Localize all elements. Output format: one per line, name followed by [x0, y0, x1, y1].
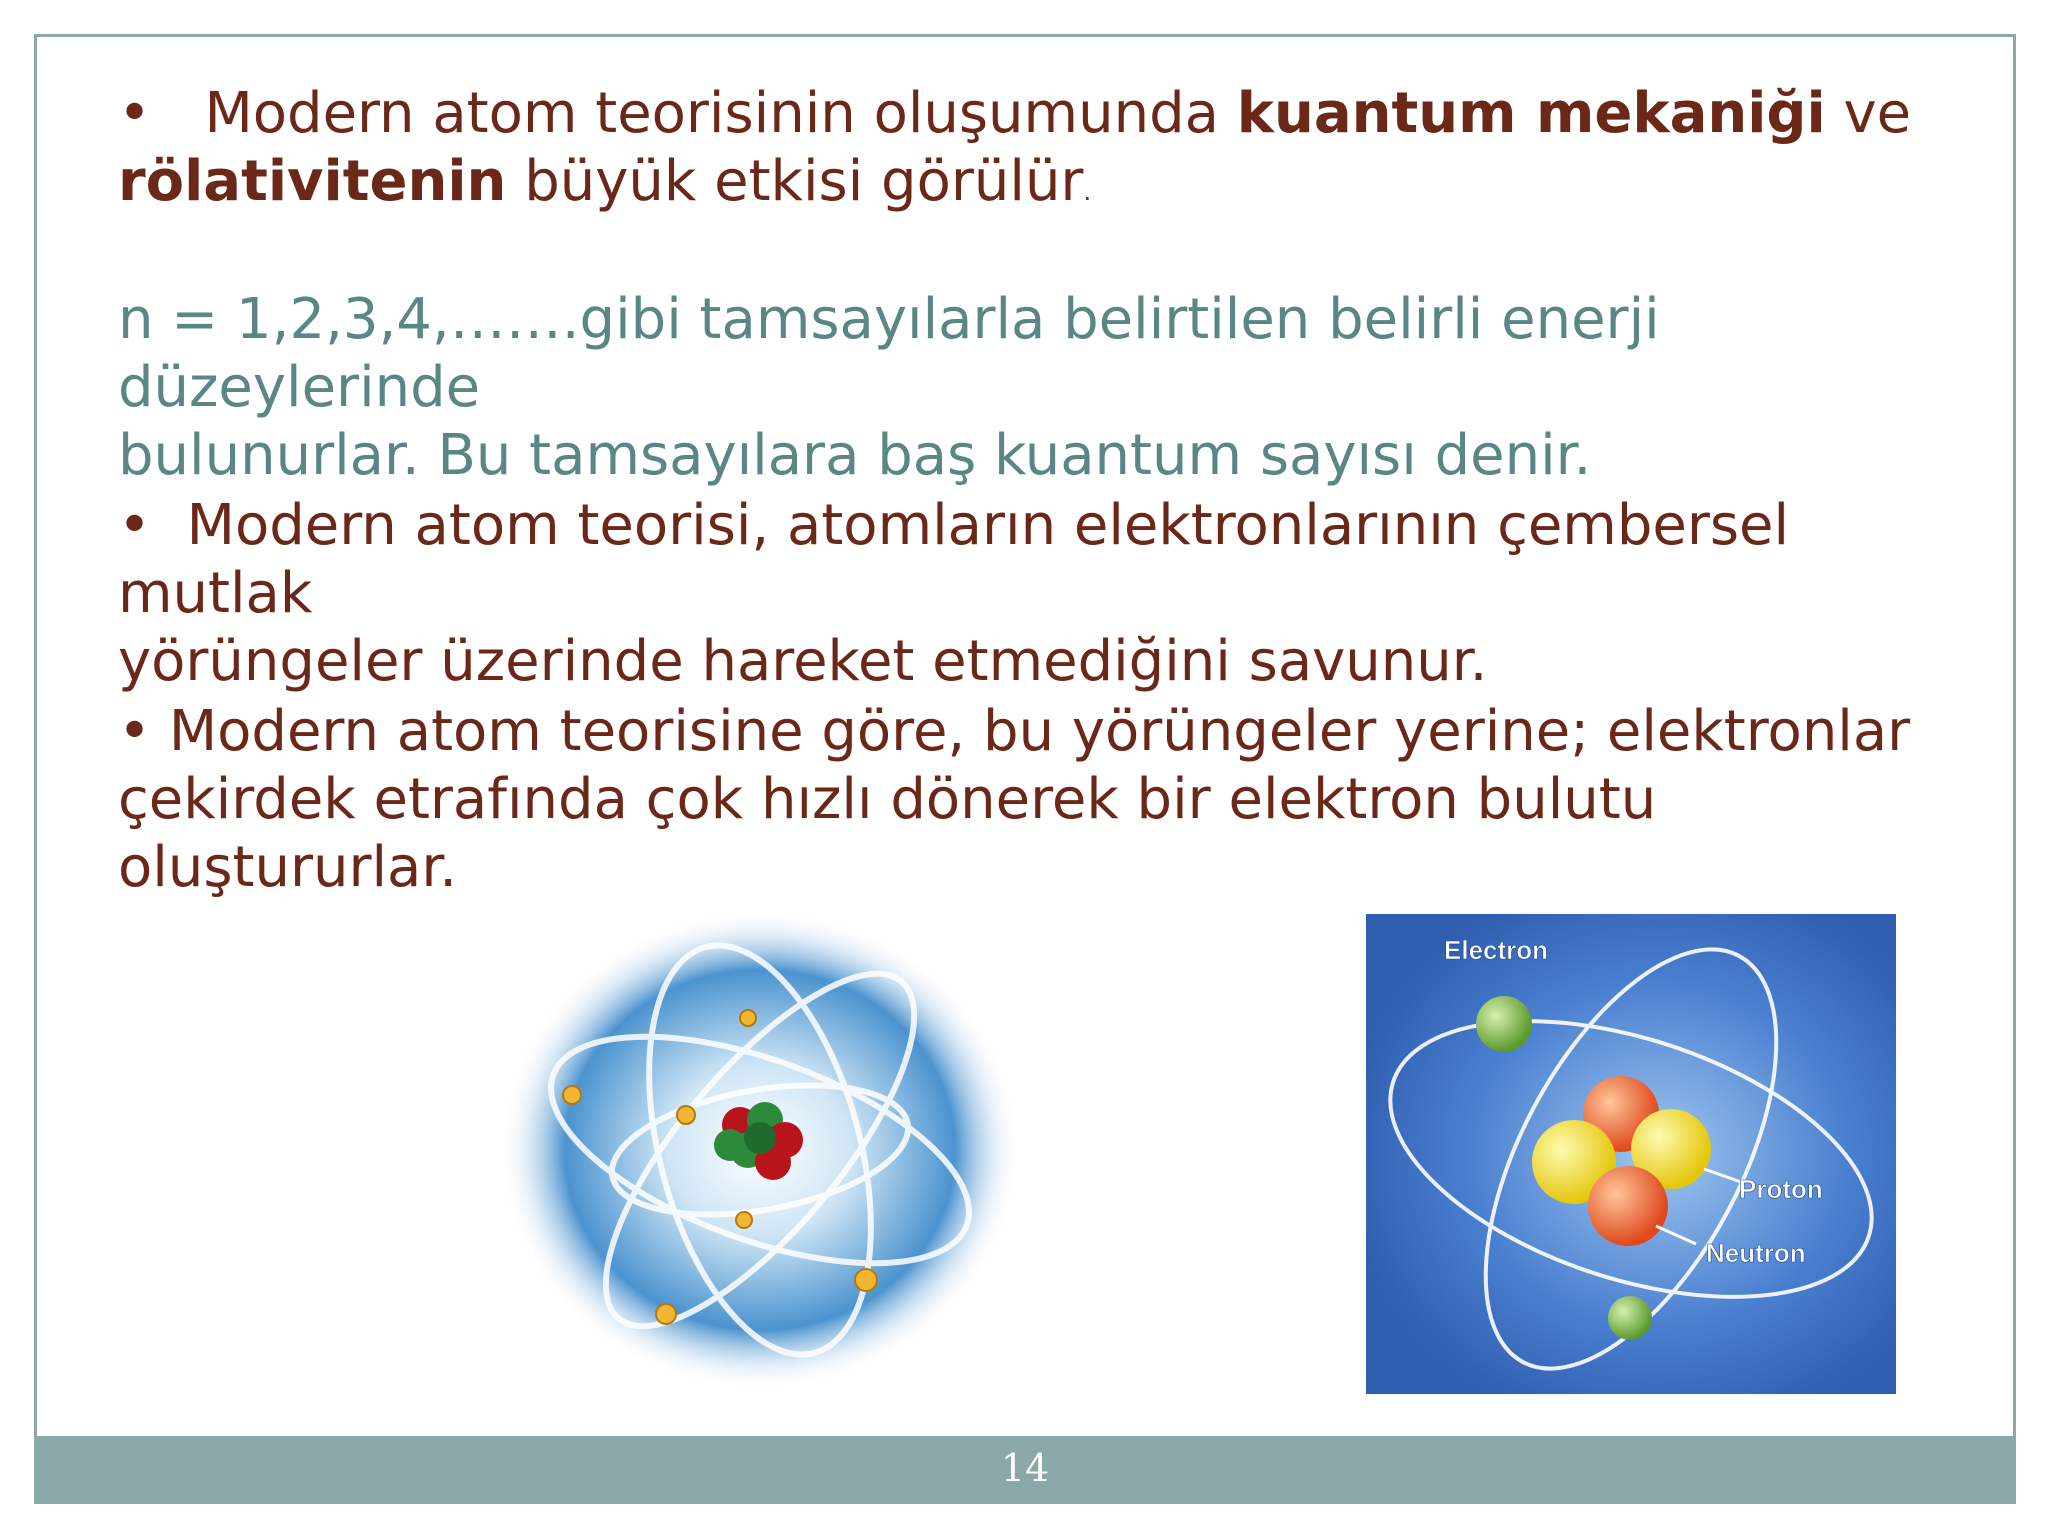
paragraph-orbits [118, 492, 1938, 696]
paragraph-line: yörüngeler üzerinde hareket etmediğini savunur. [118, 629, 1488, 694]
bullet: • [118, 493, 152, 558]
label-electron: Electron [1444, 935, 1549, 965]
paragraph-text: ve [1825, 81, 1912, 146]
bullet: • [118, 699, 152, 764]
paragraph-text: büyük etkisi görülür [506, 149, 1084, 214]
paragraph-line: Modern atom teorisine göre, bu yörüngeler yerine; elektronlar [168, 699, 1911, 764]
electron-icon [1608, 1296, 1652, 1340]
label-proton: Proton [1739, 1174, 1823, 1204]
atom-diagram-labeled [1366, 914, 1896, 1394]
bold-term-relativity: rölativitenin [118, 149, 507, 214]
electron-icon [1476, 996, 1532, 1052]
paragraph-line: n = 1,2,3,4,…….gibi tamsayılarla belirtilen belirli enerji düzeylerinde [118, 287, 1660, 420]
paragraph-text: Modern atom teorisinin oluşumunda [204, 81, 1237, 146]
neutron-icon [1588, 1166, 1668, 1246]
atom-cloud-illustration [490, 900, 1030, 1400]
trailing-dot: . [1083, 178, 1092, 206]
paragraph-line: Modern atom teorisi, atomların elektronlarının çembersel mutlak [118, 493, 1790, 626]
paragraph-line: çekirdek etrafında çok hızlı dönerek bir elektron bulutu [118, 767, 1657, 832]
paragraph-quantum [118, 80, 1938, 226]
bold-term-quantum-mechanics: kuantum mekaniği [1236, 81, 1826, 146]
bullet: • [118, 81, 152, 146]
label-neutron: Neutron [1706, 1238, 1806, 1268]
footer-bar [34, 1436, 2016, 1504]
paragraph-electron-cloud [118, 698, 1938, 902]
atom-diagram-graphic [1366, 914, 1896, 1394]
paragraph-quantum-numbers [118, 286, 1938, 490]
page-number: 14 [1000, 1446, 1050, 1490]
paragraph-line: bulunurlar. Bu tamsayılara baş kuantum sayısı denir. [118, 423, 1592, 488]
paragraph-line: oluştururlar. [118, 835, 458, 900]
